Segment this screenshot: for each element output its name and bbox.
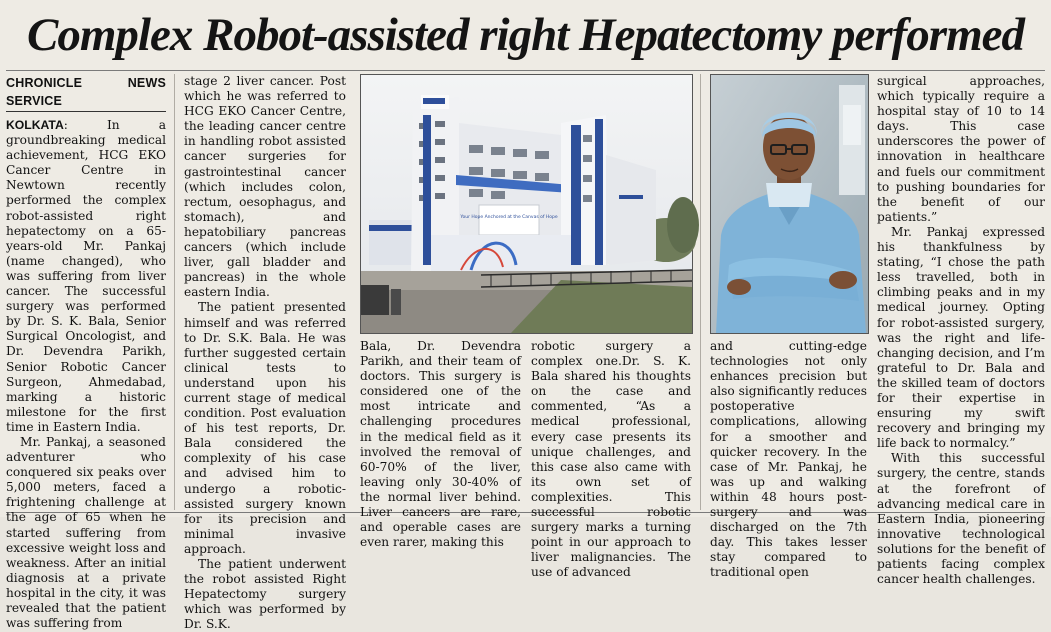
doctor-illustration [711,75,868,333]
column-4 [531,339,691,580]
paragraph: Mr. Pankaj expressed his thankfulness by stating, “I chose the path less travelled, both in climbing peaks and in my medical journey. Opting for robot-assisted surgery, was the right and life-changing decision, and I’m grateful to Dr. Bala and the skilled team of doctors for their expertise in ensuring my swift recovery and bringing my life back to normalcy.” [877,224,1045,451]
paragraph: and cutting-edge technologies not only enhances precision but also significantly reduces postoperative complications, allowing for a smoother and quicker recovery. In the case of Mr. Pankaj, he was up and walking within 48 hours post-surgery and was discharged on the 7th day. This takes lesser stay compared to traditional open [710,339,867,580]
building-illustration [361,75,692,333]
paragraph: The patient presented himself and was referred to Dr. S.K. Bala. He was further suggested certain clinical tests to understand upon his current stage of medical condition. Post evaluation of his test reports, Dr. Bala considered the complexity of his case and advised him to undergo a robotic-assisted surgery known for its precision and minimal invasive approach. [184,300,346,556]
hospital-building-photo [360,74,693,334]
paragraph: The patient underwent the robot assisted Right Hepatectomy surgery which was performed by Dr. S.K. [184,557,346,632]
paragraph: stage 2 liver cancer. Post which he was referred to HCG EKO Cancer Centre, the leading cancer centre in handling robot assisted cancer surgeries for gastrointestinal cancer (which includes colon, rectum, oesophagus, and stomach), and hepatobiliary pancreas cancers (which include liver, gall bladder and pancreas) in the whole eastern India. [184,74,346,300]
dateline: KOLKATA [6,118,64,132]
paragraph-text: : In a groundbreaking medical achievement, HCG EKO Cancer Centre in Newtown recently performed the complex robot-assisted right hepatectomy on a 65-years-old Mr. Pankaj (name changed), who was suffering from liver cancer. The successful surgery was performed by Dr. S. K. Bala, Senior Surgical Oncologist, and Dr. Devendra Parikh, Senior Robotic Cancer Surgeon, Ahmedabad, marking a historic milestone for the first time in Eastern India. [6,118,166,434]
column-3 [360,339,521,550]
article-lead [6,118,166,435]
paragraph: robotic surgery a complex one.Dr. S. K. Bala shared his thoughts on the case and commented, “As a medical professional, every case presents its unique challenges, and this case also came with its own set of complexities. This successful robotic surgery marks a turning point in our approach to liver malignancies. The use of advanced [531,339,691,580]
building-sign-text: Your Hope Anchored at the Canvas of Hope [460,215,558,220]
column-1 [6,74,166,631]
doctor-portrait-photo [710,74,869,334]
paragraph: With this successful surgery, the centre, stands at the forefront of advancing medical care in Eastern India, pioneering innovative technological solutions for the benefit of patients facing complex cancer health challenges. [877,451,1045,587]
byline: CHRONICLE NEWS SERVICE [6,74,166,112]
paragraph: Mr. Pankaj, a seasoned adventurer who conquered six peaks over 5,000 meters, faced a frightening challenge at the age of 65 when he started suffering from excessive weight loss and weakness. After an initial diagnosis at a private hospital in the city, it was revealed that the patient was suffering from [6,434,166,631]
column-5 [710,339,867,580]
column-divider [700,74,701,510]
headline-rule [6,70,1045,71]
headline: Complex Robot-assisted right Hepatectomy performed [27,9,1024,61]
paragraph: surgical approaches, which typically require a hospital stay of 10 to 14 days. This case underscores the power of innovation in healthcare and fuels our commitment to pushing boundaries for the benefit of our patients.” [877,74,1045,224]
column-6 [877,74,1045,587]
paragraph: Bala, Dr. Devendra Parikh, and their team of doctors. This surgery is considered one of the most intricate and challenging procedures in the medical field as it involved the removal of 60-70% of the liver, leaving only 30-40% of the normal liver behind. Liver cancers are rare, and operable cases are even rarer, making this [360,339,521,550]
column-2 [184,74,346,632]
column-divider [174,74,175,510]
